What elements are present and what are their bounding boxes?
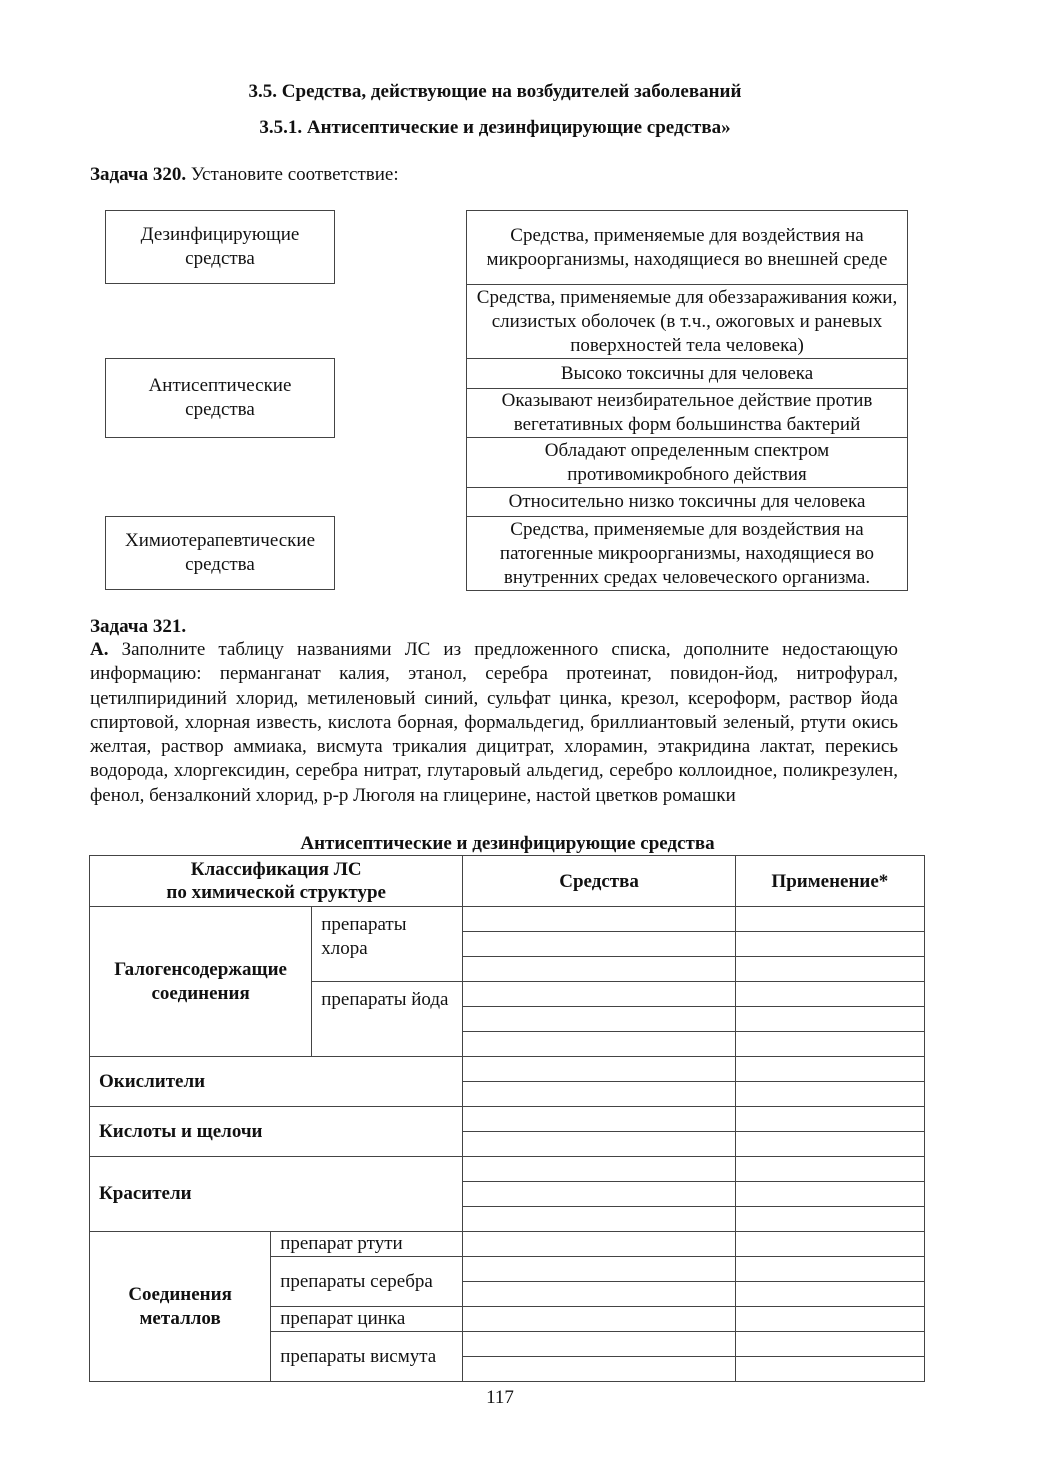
- right-item-4: Оказывают неизбирательное действие против вегетативных форм большинства бактерий: [466, 388, 908, 438]
- page-number: 117: [486, 1387, 514, 1408]
- blank-cell[interactable]: [463, 1332, 735, 1357]
- task-320-label: Задача 320.: [90, 164, 187, 185]
- header-agents: Средства: [463, 856, 735, 907]
- blank-cell[interactable]: [735, 1332, 924, 1357]
- task-320-instruction: Установите соответствие:: [190, 164, 399, 185]
- right-item-2: Средства, применяемые для обеззараживания кожи, слизистых оболочек (в т.ч., ожоговых и раневых поверхностей тела человека): [466, 284, 908, 359]
- task-321-label: Задача 321.: [90, 616, 187, 637]
- row-dyes-label: Красители: [90, 1157, 463, 1232]
- blank-cell[interactable]: [735, 1157, 924, 1182]
- left-item-antiseptics: Антисептические средства: [105, 358, 335, 438]
- blank-cell[interactable]: [735, 957, 924, 982]
- blank-cell[interactable]: [735, 1107, 924, 1132]
- blank-cell[interactable]: [463, 982, 735, 1007]
- blank-cell[interactable]: [735, 982, 924, 1007]
- task-320-heading: [90, 164, 399, 186]
- row-chlorine-label: препараты хлора: [312, 907, 463, 982]
- blank-cell[interactable]: [735, 907, 924, 932]
- blank-cell[interactable]: [735, 1132, 924, 1157]
- blank-cell[interactable]: [735, 1232, 924, 1257]
- blank-cell[interactable]: [463, 1182, 735, 1207]
- blank-cell[interactable]: [463, 1032, 735, 1057]
- blank-cell[interactable]: [735, 1032, 924, 1057]
- task-321-part-label: А.: [90, 639, 109, 660]
- blank-cell[interactable]: [735, 1282, 924, 1307]
- right-item-5: Обладают определенным спектром противомикробного действия: [466, 437, 908, 488]
- blank-cell[interactable]: [735, 1182, 924, 1207]
- row-iodine-label: препараты йода: [312, 982, 463, 1057]
- blank-cell[interactable]: [463, 1057, 735, 1082]
- classification-table: [89, 855, 925, 1382]
- blank-cell[interactable]: [463, 1282, 735, 1307]
- blank-cell[interactable]: [463, 1357, 735, 1382]
- blank-cell[interactable]: [463, 932, 735, 957]
- row-silver-label: препараты серебра: [271, 1257, 463, 1307]
- table-caption: Антисептические и дезинфицирующие средства: [300, 833, 715, 854]
- row-zinc-label: препарат цинка: [271, 1307, 463, 1332]
- task-321-body: Заполните таблицу названиями ЛС из предложенного списка, дополните недостающую информацию: перманганат калия, этанол, серебра протеинат, повидон-йод, нитрофурал, цетилпиридиний хлорид, метиленовый синий, сульфат цинка, крезол, ксероформ, раствор йода спиртовой, хлорная известь, кислота борная, формальдегид, бриллиантовый зеленый, ртути окись желтая, раствор аммиака, висмута трикалия дицитрат, хлорамин, этакридина лактат, перекись водорода, хлоргексидин, серебра нитрат, глутаровый альдегид, серебро коллоидное, поликрезулен, фенол, бензалконий хлорид, р-р Люголя на глицерине, настой цветков ромашки: [90, 639, 899, 806]
- header-classification: Классификация ЛС по химической структуре: [90, 856, 463, 907]
- blank-cell[interactable]: [463, 1132, 735, 1157]
- blank-cell[interactable]: [463, 1107, 735, 1132]
- subsection-title: 3.5.1. Антисептические и дезинфицирующие средства»: [259, 117, 731, 138]
- blank-cell[interactable]: [463, 957, 735, 982]
- row-halogen-label: Галогенсодержащие соединения: [90, 907, 312, 1057]
- blank-cell[interactable]: [735, 932, 924, 957]
- row-mercury-label: препарат ртути: [271, 1232, 463, 1257]
- left-item-chemotherapeutics: Химиотерапевтические средства: [105, 516, 335, 590]
- section-title: 3.5. Средства, действующие на возбудителей заболеваний: [248, 81, 742, 102]
- right-item-1: Средства, применяемые для воздействия на микроорганизмы, находящиеся во внешней среде: [466, 210, 908, 285]
- blank-cell[interactable]: [735, 1207, 924, 1232]
- blank-cell[interactable]: [463, 907, 735, 932]
- row-oxidizers-label: Окислители: [90, 1057, 463, 1107]
- left-item-disinfectants: Дезинфицирующие средства: [105, 210, 335, 284]
- blank-cell[interactable]: [735, 1057, 924, 1082]
- blank-cell[interactable]: [463, 1007, 735, 1032]
- blank-cell[interactable]: [735, 1082, 924, 1107]
- right-item-6: Относительно низко токсичны для человека: [466, 487, 908, 517]
- right-item-7: Средства, применяемые для воздействия на патогенные микроорганизмы, находящиеся во внутренних средах человеческого организма.: [466, 516, 908, 591]
- header-usage: Применение*: [735, 856, 924, 907]
- blank-cell[interactable]: [735, 1257, 924, 1282]
- right-item-3: Высоко токсичны для человека: [466, 358, 908, 389]
- blank-cell[interactable]: [735, 1007, 924, 1032]
- blank-cell[interactable]: [463, 1257, 735, 1282]
- blank-cell[interactable]: [463, 1082, 735, 1107]
- blank-cell[interactable]: [463, 1232, 735, 1257]
- blank-cell[interactable]: [463, 1307, 735, 1332]
- row-acids-label: Кислоты и щелочи: [90, 1107, 463, 1157]
- blank-cell[interactable]: [735, 1307, 924, 1332]
- task-321-text: [90, 638, 898, 808]
- row-metals-label: Соединения металлов: [90, 1232, 271, 1382]
- row-bismuth-label: препараты висмута: [271, 1332, 463, 1382]
- blank-cell[interactable]: [735, 1357, 924, 1382]
- blank-cell[interactable]: [463, 1157, 735, 1182]
- blank-cell[interactable]: [463, 1207, 735, 1232]
